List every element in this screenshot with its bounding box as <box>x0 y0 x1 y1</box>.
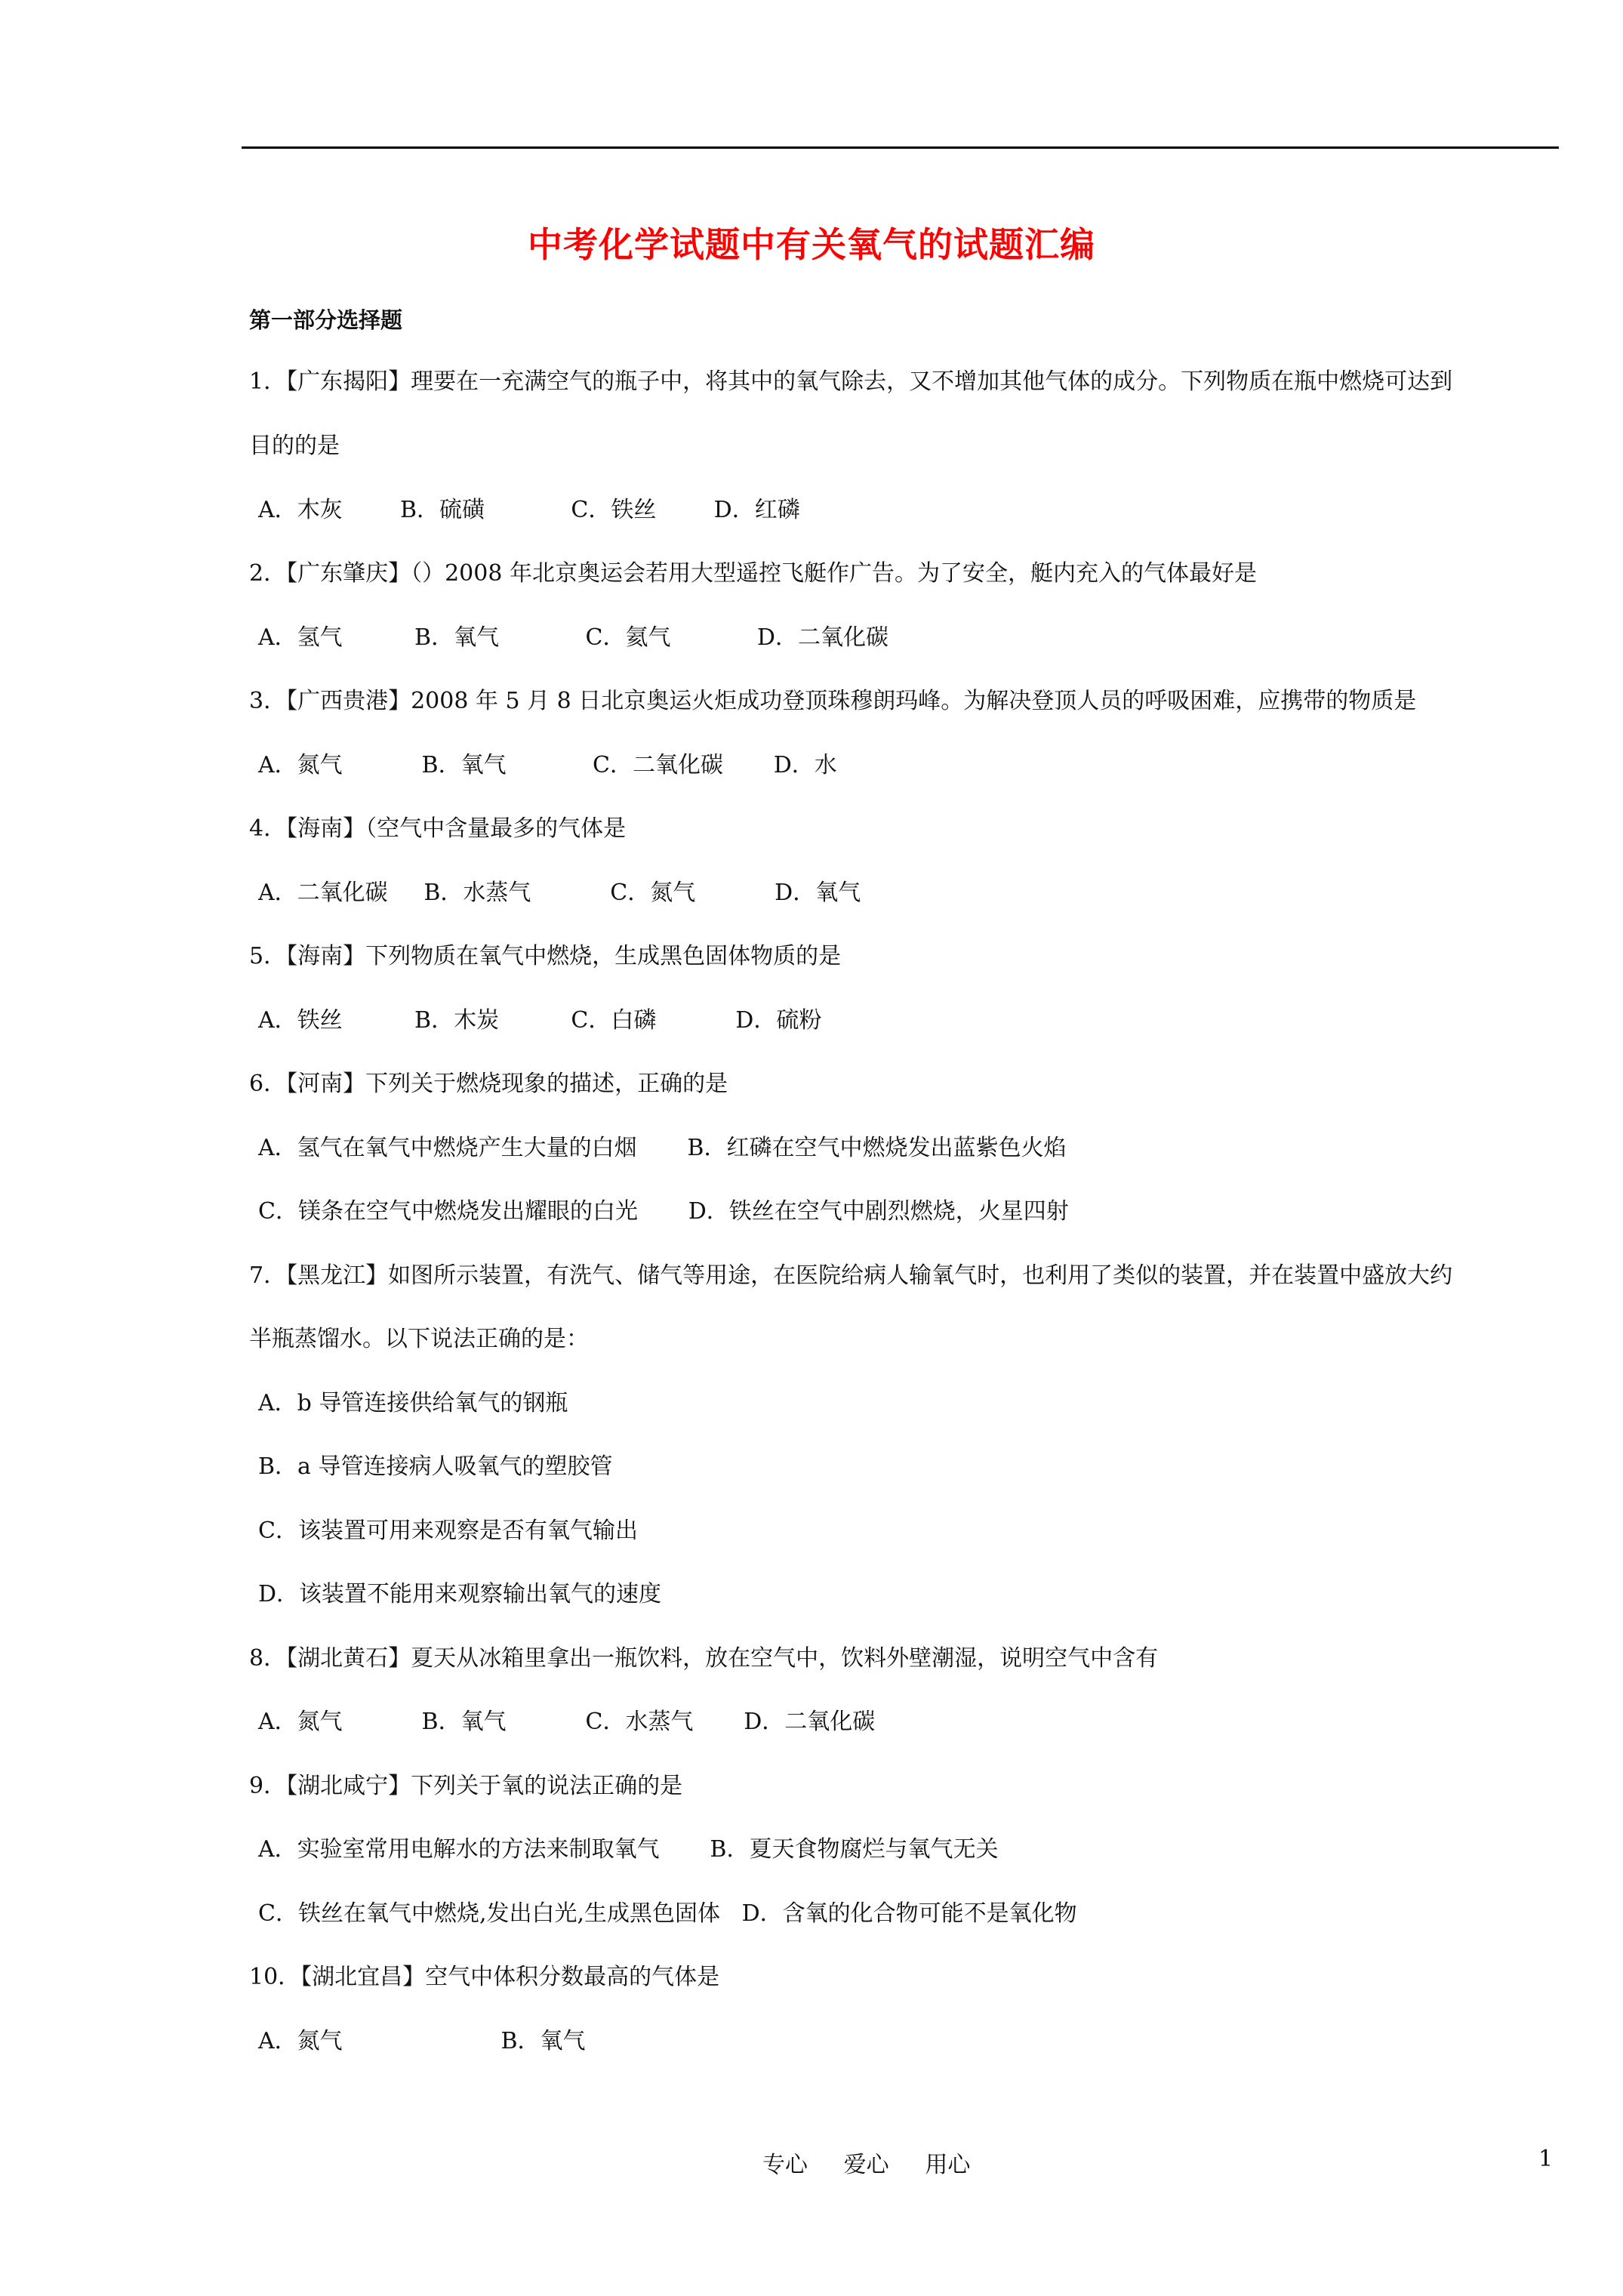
section-heading: 第一部分选择题 <box>249 307 403 333</box>
document-title: 中考化学试题中有关氧气的试题汇编 <box>528 224 1095 265</box>
question-6-options-cd: C．镁条在空气中燃烧发出耀眼的白光 D．铁丝在空气中剧烈燃烧，火星四射 <box>258 1198 1069 1225</box>
question-1-stem-cont: 目的的是 <box>249 433 340 459</box>
page-number: 1 <box>1538 2146 1554 2172</box>
question-2-options: A．氢气 B．氧气 C．氦气 D．二氧化碳 <box>258 624 888 651</box>
question-9-stem: 9．【湖北咸宁】下列关于氧的说法正确的是 <box>249 1773 683 1799</box>
question-1-stem: 1．【广东揭阳】理要在一充满空气的瓶子中，将其中的氧气除去，又不增加其他气体的成分。下列物质在瓶中燃烧可达到 <box>249 368 1453 395</box>
question-10-stem: 10．【湖北宜昌】空气中体积分数最高的气体是 <box>249 1964 720 1990</box>
question-5-stem: 5．【海南】下列物质在氧气中燃烧，生成黑色固体物质的是 <box>249 943 842 969</box>
question-6-options-ab: A．氢气在氧气中燃烧产生大量的白烟 B．红磷在空气中燃烧发出蓝紫色火焰 <box>258 1135 1067 1161</box>
question-9-options-ab: A．实验室常用电解水的方法来制取氧气 B．夏天食物腐烂与氧气无关 <box>258 1836 999 1863</box>
question-7-option-c: C．该装置可用来观察是否有氧气输出 <box>258 1518 638 1544</box>
question-7-option-b: B．a 导管连接病人吸氧气的塑胶管 <box>258 1453 613 1480</box>
question-4-stem: 4．【海南】（空气中含量最多的气体是 <box>249 815 627 842</box>
question-3-options: A．氮气 B．氧气 C．二氧化碳 D．水 <box>258 752 837 778</box>
question-10-options: A．氮气 B．氧气 <box>258 2028 586 2054</box>
question-7-stem-cont: 半瓶蒸馏水。以下说法正确的是： <box>249 1326 589 1352</box>
question-3-stem: 3．【广西贵港】2008 年 5 月 8 日北京奥运火炬成功登顶珠穆朗玛峰。为解决登顶人员的呼吸困难，应携带的物质是 <box>249 688 1417 714</box>
question-1-options: A．木灰 B．硫磺 C．铁丝 D．红磷 <box>258 497 800 523</box>
question-5-options: A．铁丝 B．木炭 C．白磷 D．硫粉 <box>258 1007 822 1034</box>
question-8-options: A．氮气 B．氧气 C．水蒸气 D．二氧化碳 <box>258 1709 876 1735</box>
question-9-options-cd: C．铁丝在氧气中燃烧,发出白光,生成黑色固体 D．含氧的化合物可能不是氧化物 <box>258 1900 1077 1927</box>
header-rule <box>242 146 1559 149</box>
question-6-stem: 6．【河南】下列关于燃烧现象的描述，正确的是 <box>249 1071 728 1097</box>
question-7-option-a: A．b 导管连接供给氧气的钢瓶 <box>258 1390 568 1416</box>
question-4-options: A．二氧化碳 B．水蒸气 C．氮气 D．氧气 <box>258 880 861 906</box>
question-7-option-d: D．该装置不能用来观察输出氧气的速度 <box>258 1581 662 1607</box>
question-8-stem: 8．【湖北黄石】夏天从冰箱里拿出一瓶饮料，放在空气中，饮料外壁潮湿，说明空气中含有 <box>249 1645 1159 1672</box>
footer-motto: 专心 爱心 用心 <box>762 2152 971 2178</box>
question-2-stem: 2．【广东肇庆】（）2008 年北京奥运会若用大型遥控飞艇作广告。为了安全，艇内充入的气体最好是 <box>249 560 1257 587</box>
question-7-stem: 7．【黑龙江】如图所示装置，有洗气、储气等用途，在医院给病人输氧气时，也利用了类似的装置，并在装置中盛放大约 <box>249 1262 1453 1289</box>
